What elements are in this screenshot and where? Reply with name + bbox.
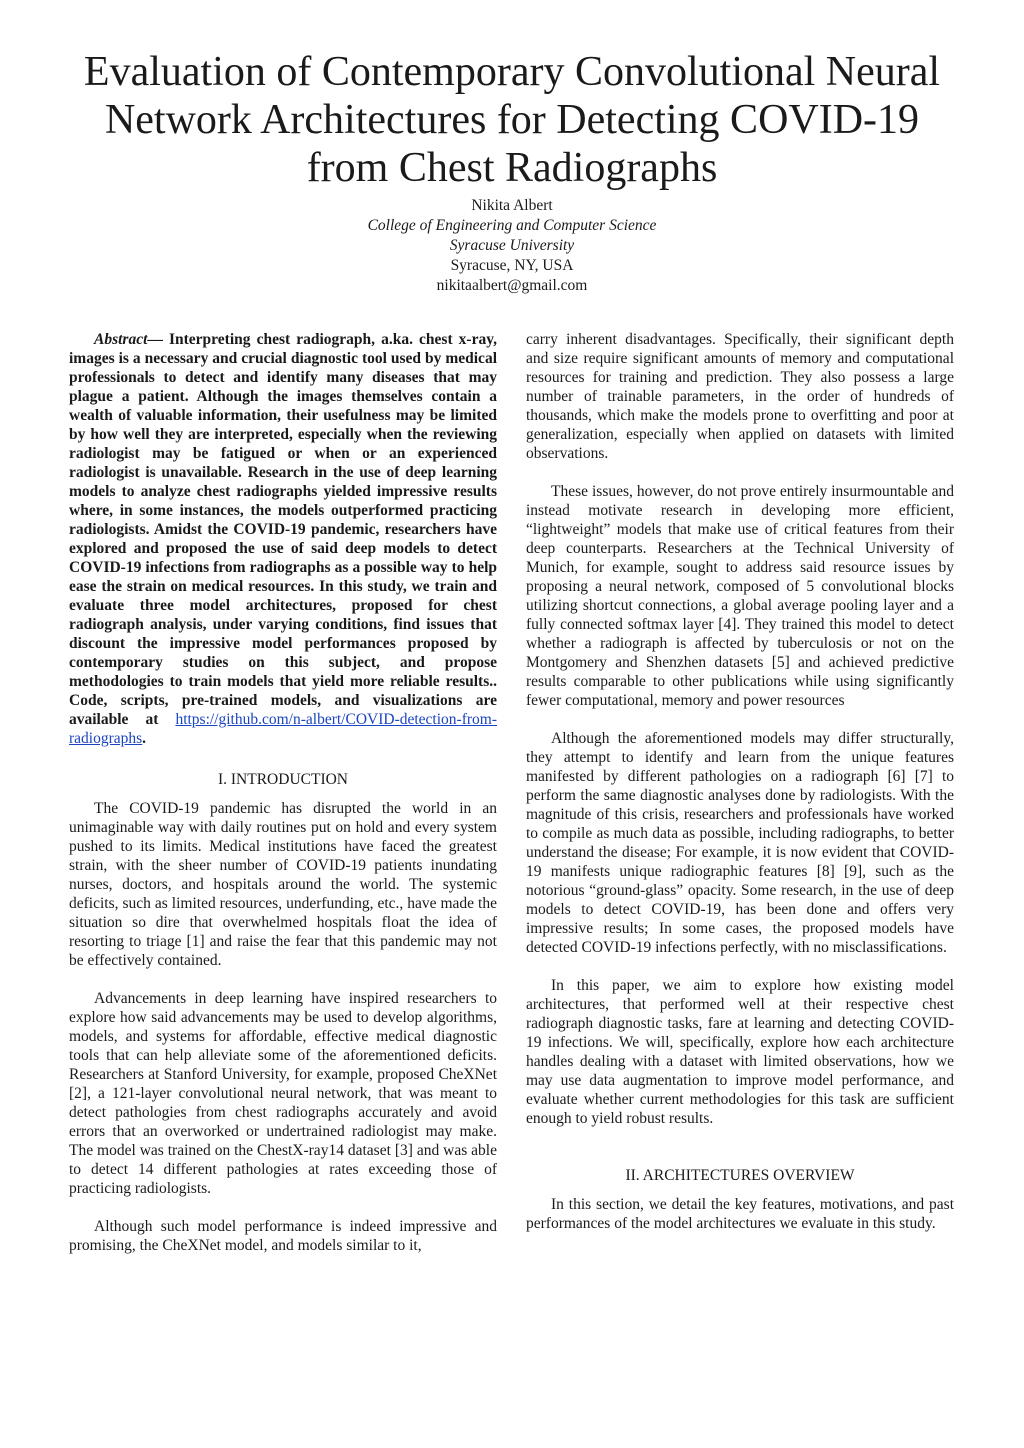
paragraph: Although the aforementioned models may differ structurally, they attempt to identify and learn from the unique features manifested by different pathologies on a radiograph [6] [7] to perform the same diagnostic analyses done by radiologists. With the magnitude of this crisis, researchers and professionals have worked to compile as much data as possible, including radiographs, to better understand the disease; For example, it is now evident that COVID-19 manifests unique radiographic features [8] [9], such as the notorious “ground-glass” opacity. Some research, in the use of deep models to detect COVID-19, has been done and offers very impressive results; In some cases, the proposed models have detected COVID-19 infections perfectly, with no misclassifications.: [526, 730, 954, 956]
paragraph-gap: [526, 463, 954, 482]
paragraph-gap: [526, 710, 954, 729]
title-line: Network Architectures for Detecting COVID-19: [104, 97, 920, 143]
code-link[interactable]: https://github.com/n-albert/COVID-detection-from-radiographs: [69, 711, 497, 747]
title-line: Evaluation of Contemporary Convolutional Neural: [83, 49, 941, 95]
author-university: Syracuse University: [449, 237, 575, 254]
paper-title: [0, 48, 1024, 192]
author-block: [0, 196, 1024, 296]
title-line: from Chest Radiographs: [306, 145, 718, 191]
paragraph: In this section, we detail the key features, motivations, and past performances of the model architectures we evaluate in this study.: [526, 1196, 954, 1232]
left-column: [69, 330, 497, 1255]
abstract: [69, 330, 497, 748]
paragraph: In this paper, we aim to explore how existing model architectures, that performed well at their respective chest radiograph diagnostic tasks, fare at learning and detecting COVID-19 infections. We will, specifically, explore how each architecture handles dealing with a dataset with limited observations, how we may use data augmentation to improve model performance, and evaluate whether current methodologies for this task are sufficient enough to yield robust results.: [526, 977, 954, 1127]
paragraph-gap: [526, 957, 954, 976]
paragraph: Advancements in deep learning have inspired researchers to explore how said advancements may be used to develop algorithms, models, and systems for affordable, effective medical diagnostic tools that can help alleviate some of the aforementioned deficits. Researchers at Stanford University, for example, proposed CheXNet [2], a 121-layer convolutional neural network, that was meant to detect pathologies from chest radiographs accurately and avoid errors that an overworked or undertrained radiologist may make. The model was trained on the ChestX-ray14 dataset [3] and was able to detect 14 different pathologies at rates exceeding those of practicing radiologists.: [69, 990, 497, 1197]
right-column: [526, 330, 954, 1233]
author-email: nikitaalbert@gmail.com: [436, 277, 588, 294]
abstract-lead: Abstract: [94, 331, 148, 348]
author-name: Nikita Albert: [471, 197, 553, 214]
author-department: College of Engineering and Computer Science: [367, 217, 657, 234]
abstract-end: .: [142, 730, 147, 747]
section-heading-architectures: II. ARCHITECTURES OVERVIEW: [625, 1167, 855, 1184]
paragraph: The COVID-19 pandemic has disrupted the world in an unimaginable way with daily routines put on hold and every system pushed to its limits. Medical institutions have faced the greatest strain, with the sheer number of COVID-19 patients inundating nurses, doctors, and hospitals around the world. The systemic deficits, such as limited resources, underfunding, etc., have made the situation so dire that overwhelmed hospitals float the idea of resorting to triage [1] and raise the fear that this pandemic may not be effectively contained.: [69, 800, 497, 969]
author-location: Syracuse, NY, USA: [450, 257, 574, 274]
paragraph: carry inherent disadvantages. Specifically, their significant depth and size require significant amounts of memory and computational resources for training and prediction. They also possess a large number of trainable parameters, in the order of hundreds of thousands, which make the models prone to overfitting and poor at generalization, especially when applied on datasets with limited observations.: [526, 331, 954, 462]
section-heading-introduction: I. INTRODUCTION: [217, 771, 348, 788]
paragraph-gap: [69, 970, 497, 989]
abstract-text: — Interpreting chest radiograph, a.ka. chest x-ray, images is a necessary and crucial diagnostic tool used by medical professionals to detect and identify many diseases that may plague a patient. Although the images themselves contain a wealth of valuable information, their usefulness may be limited by how well they are interpreted, especially when the reviewing radiologist may be fatigued or when or an experienced radiologist is unavailable. Research in the use of deep learning models to analyze chest radiographs yielded impressive results where, in some instances, the models outperformed practicing radiologists. Amidst the COVID-19 pandemic, researchers have explored and proposed the use of said deep models to detect COVID-19 infections from radiographs as a possible way to help ease the strain on medical resources. In this study, we train and evaluate three model architectures, proposed for chest radiograph analysis, under varying conditions, find issues that discount the impressive model performances proposed by contemporary studies on this subject, and propose methodologies to train models that yield more reliable results.. Code, scripts, pre-trained models, and visualizations are available at: [69, 331, 497, 728]
paragraph-gap: [69, 1198, 497, 1217]
paragraph: These issues, however, do not prove entirely insurmountable and instead motivate research in developing more efficient, “lightweight” models that make use of critical features from their deep counterparts. Researchers at the Technical University of Munich, for example, sought to address said resource issues by proposing a neural network, composed of 5 convolutional blocks utilizing shortcut connections, a global average pooling layer and a fully connected softmax layer [4]. They trained this model to detect whether a radiograph is affected by tuberculosis or not on the Montgomery and Shenzhen datasets [5] and achieved predictive results comparable to other publications while using significantly fewer computational, memory and power resources: [526, 483, 954, 709]
paragraph: Although such model performance is indeed impressive and promising, the CheXNet model, and models similar to it,: [69, 1218, 497, 1254]
